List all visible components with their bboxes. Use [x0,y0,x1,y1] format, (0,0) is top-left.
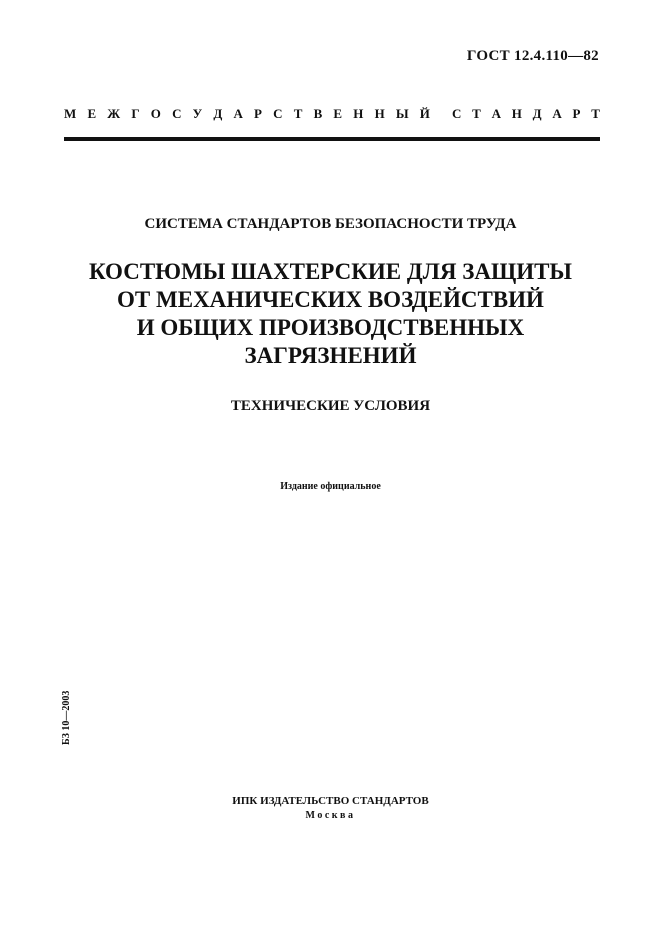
main-title-line-3: И ОБЩИХ ПРОИЗВОДСТВЕННЫХ [136,315,525,340]
main-title-line-2: ОТ МЕХАНИЧЕСКИХ ВОЗДЕЙСТВИЙ [117,287,544,312]
main-title-line-1: КОСТЮМЫ ШАХТЕРСКИЕ ДЛЯ ЗАЩИТЫ [88,259,573,284]
header-divider [64,137,600,141]
system-title: СИСТЕМА СТАНДАРТОВ БЕЗОПАСНОСТИ ТРУДА [144,216,517,232]
publisher: ИПК ИЗДАТЕЛЬСТВО СТАНДАРТОВ [232,795,429,807]
standard-number: ГОСТ 12.4.110—82 [466,48,599,64]
subtitle: ТЕХНИЧЕСКИЕ УСЛОВИЯ [230,398,431,414]
edition-note: Издание официальное [280,481,381,492]
standard-type-word-2: С Т А Н Д А Р Т [452,106,600,121]
standard-type-heading [64,106,600,122]
main-title [0,258,661,370]
main-title-line-4: ЗАГРЯЗНЕНИЙ [244,343,417,368]
standard-type-word-1: М Е Ж Г О С У Д А Р С Т В Е Н Н Ы Й [64,106,430,121]
publisher-city: Москва [305,810,356,821]
side-mark: БЗ 10—2003 [61,690,72,745]
